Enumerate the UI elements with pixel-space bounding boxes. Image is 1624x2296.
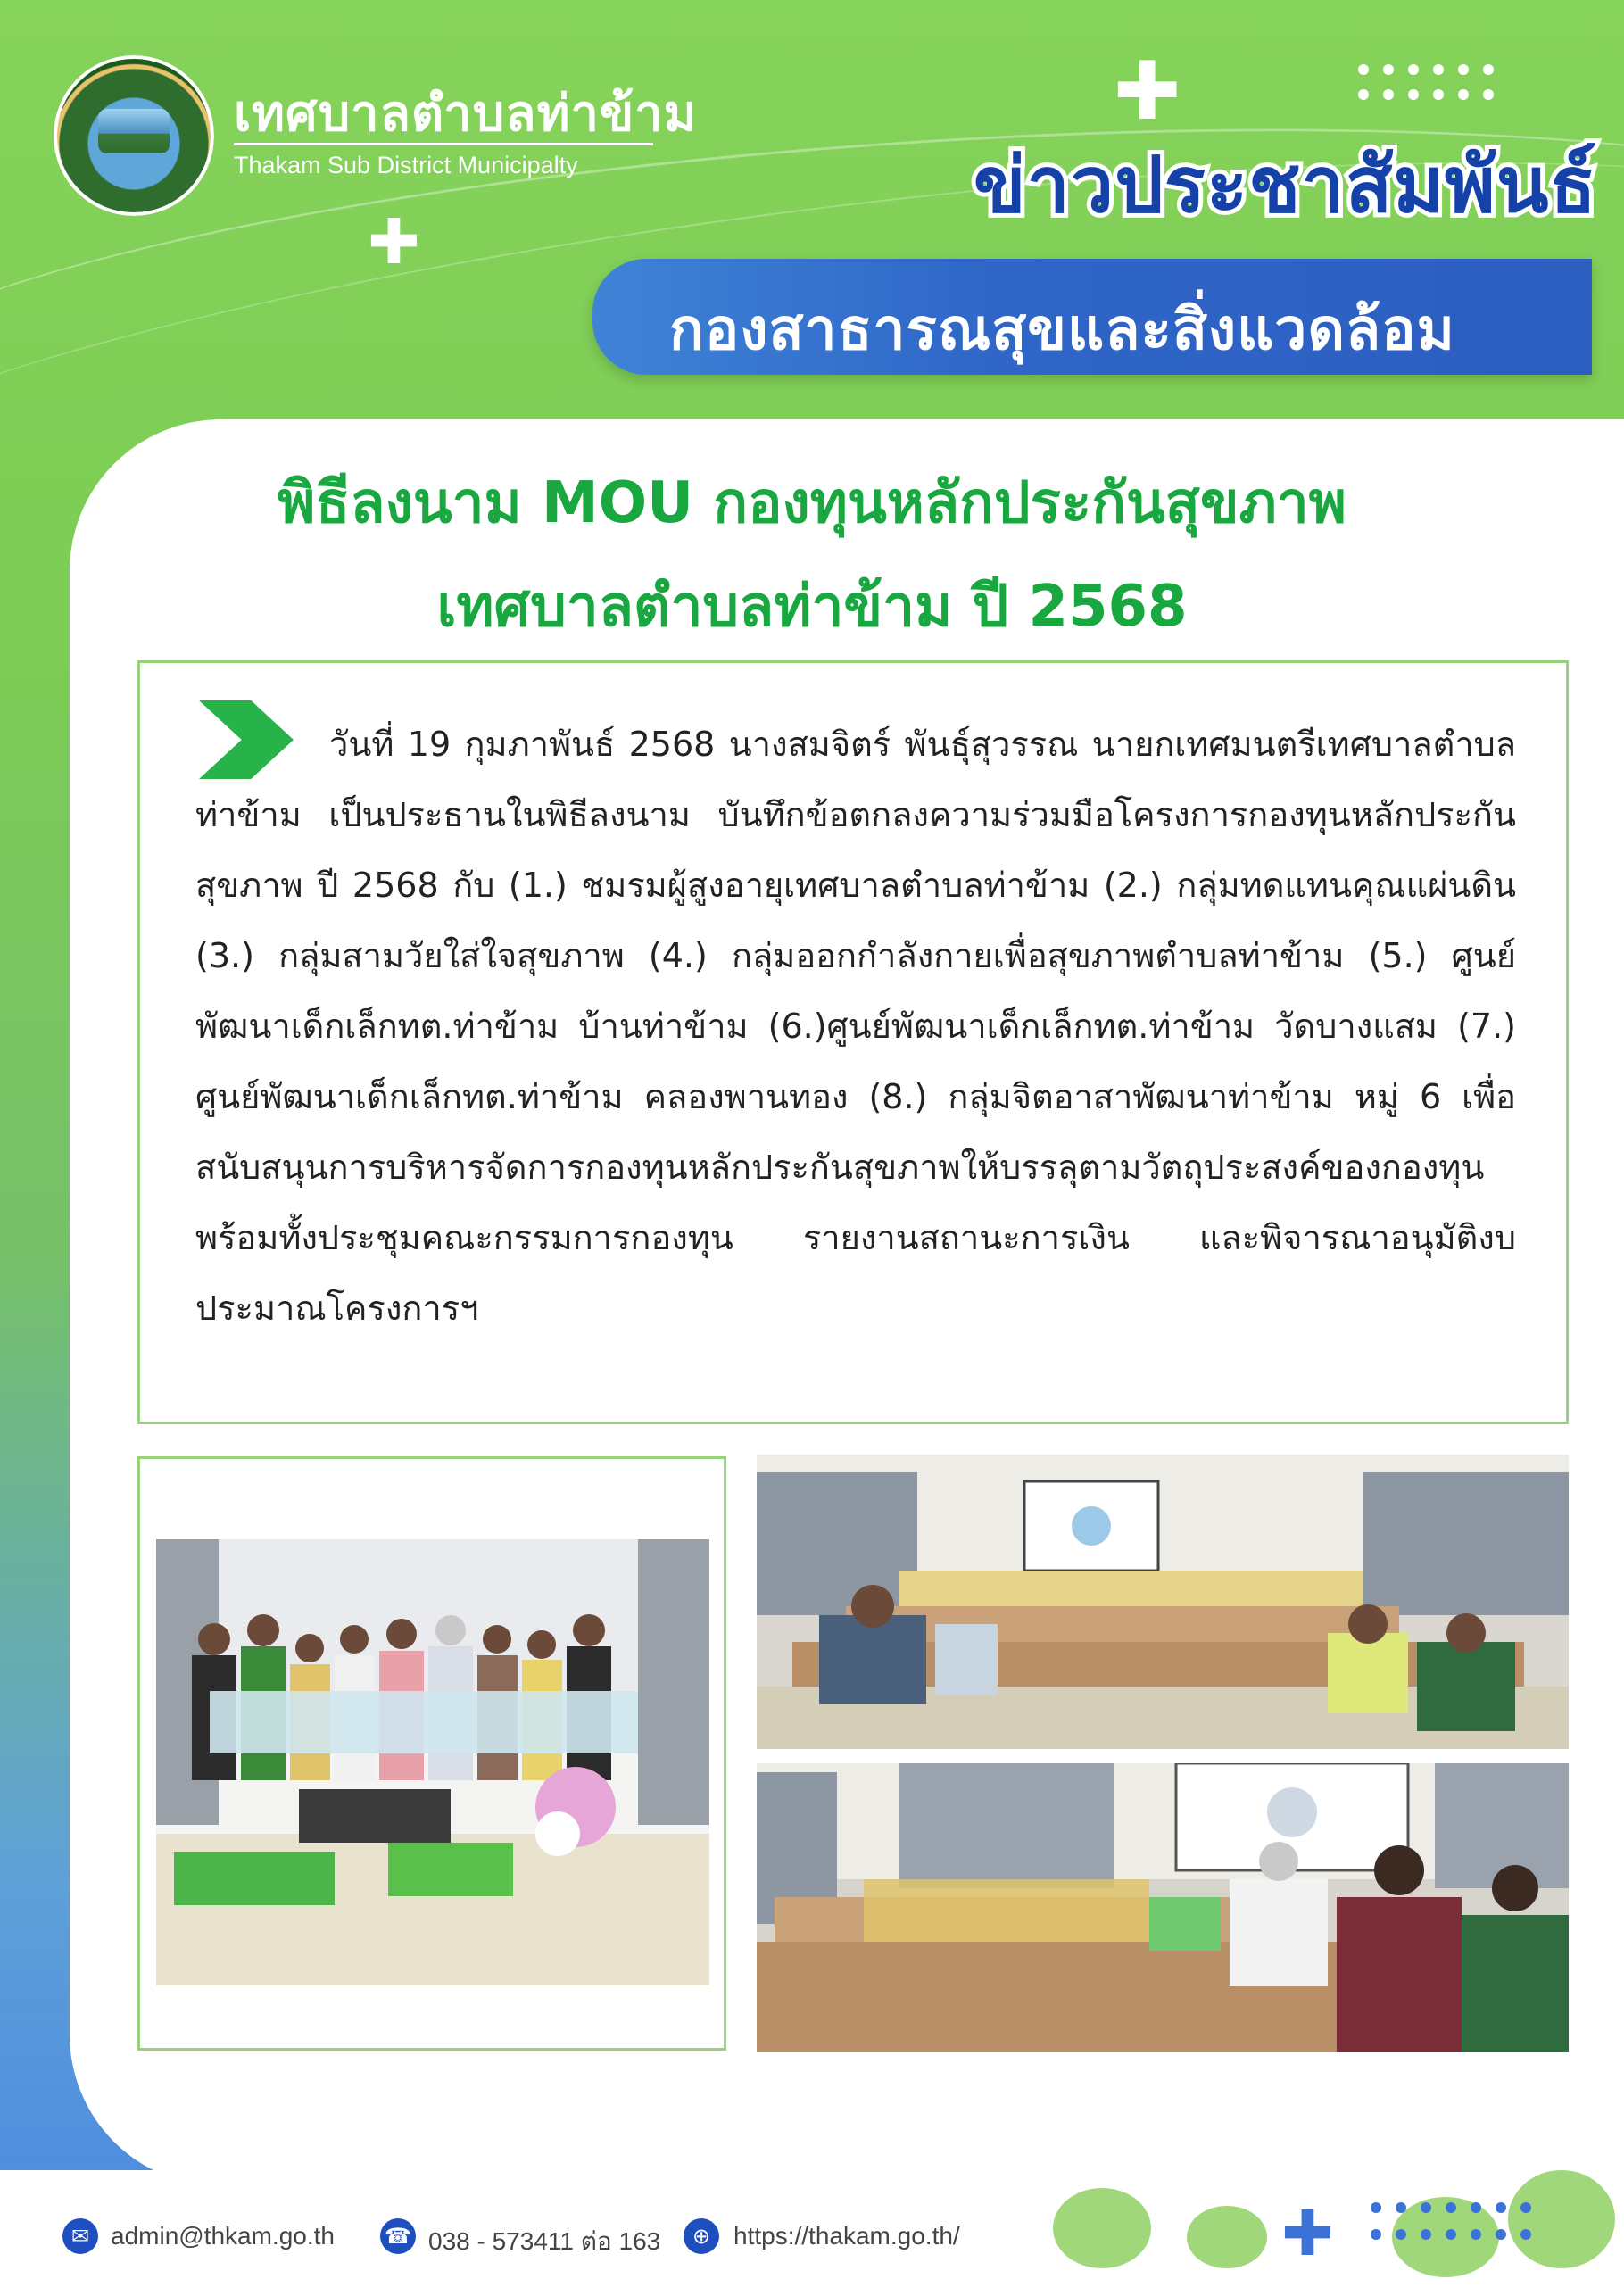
plus-icon: ✚ [1281,2197,1334,2270]
plus-icon: ✚ [1114,45,1181,138]
divider [234,143,653,145]
footer [0,2170,1624,2296]
photo-meeting-discussion [757,1763,1569,2052]
footer-phone: 038 - 573411 ต่อ 163 [428,2227,661,2255]
footer-email[interactable]: admin@thkam.go.th [111,2222,335,2250]
photo-frame [757,1763,1569,2052]
org-name-english: Thakam Sub District Municipalty [234,152,578,178]
photo-group-signing [156,1539,709,1985]
tree-decoration [1187,2206,1267,2268]
tree-decoration [1053,2188,1151,2268]
photo-frame [757,1455,1569,1749]
section-title: ข่าวประชาสัมพันธ์ [973,141,1597,230]
municipality-seal-icon [54,55,214,216]
photo-meeting-room [757,1455,1569,1749]
department-name: กองสาธารณสุขและสิ่งแวดล้อม [669,297,1455,363]
footer-website[interactable]: https://thakam.go.th/ [733,2222,960,2250]
globe-icon: ⊕ [684,2218,719,2254]
headline-line-1: พิธีลงนาม MOU กองทุนหลักประกันสุขภาพ [278,470,1346,536]
dot-grid-decoration [1371,2202,1545,2240]
email-icon: ✉ [62,2218,98,2254]
article-text-box [137,660,1569,1424]
org-name-thai: เทศบาลตำบลท่าข้าม [234,85,698,141]
article-body: วันที่ 19 กุมภาพันธ์ 2568 นางสมจิตร์ พันธุ์สุวรรณ นายกเทศมนตรีเทศบาลตำบลท่าข้าม เป็นประธานในพิธีลงนาม บันทึกข้อตกลงความร่วมมือโครงการกองทุนหลักประกันสุขภาพ ปี 2568 กับ (1.) ชมรมผู้สูงอายุเทศบาลตำบลท่าข้าม (2.) กลุ่มทดแทนคุณแผ่นดิน (3.) กลุ่มสามวัยใส่ใจสุขภาพ (4.) กลุ่มออกกำลังกายเพื่อสุขภาพตำบลท่าข้าม (5.) ศูนย์พัฒนาเด็กเล็กทต.ท่าข้าม บ้านท่าข้าม (6.)ศูนย์พัฒนาเด็กเล็กทต.ท่าข้าม วัดบางแสม (7.) ศูนย์พัฒนาเด็กเล็กทต.ท่าข้าม คลองพานทอง (8.) กลุ่มจิตอาสาพัฒนาท่าข้าม หมู่ 6 เพื่อสนับสนุนการบริหารจัดการกองทุนหลักประกันสุขภาพให้บรรลุตามวัตถุประสงค์ของกองทุน พร้อมทั้งประชุมคณะกรรมการกองทุน รายงานสถานะการเงิน และพิจารณาอนุมัติงบประมาณโครงการฯ [195,725,1516,1328]
phone-icon: ☎ [380,2218,416,2254]
dot-grid-decoration [1358,64,1508,100]
photo-frame [137,1456,726,2051]
headline-line-2: เทศบาลตำบลท่าข้าม ปี 2568 [436,574,1188,640]
plus-icon: ✚ [368,205,420,278]
